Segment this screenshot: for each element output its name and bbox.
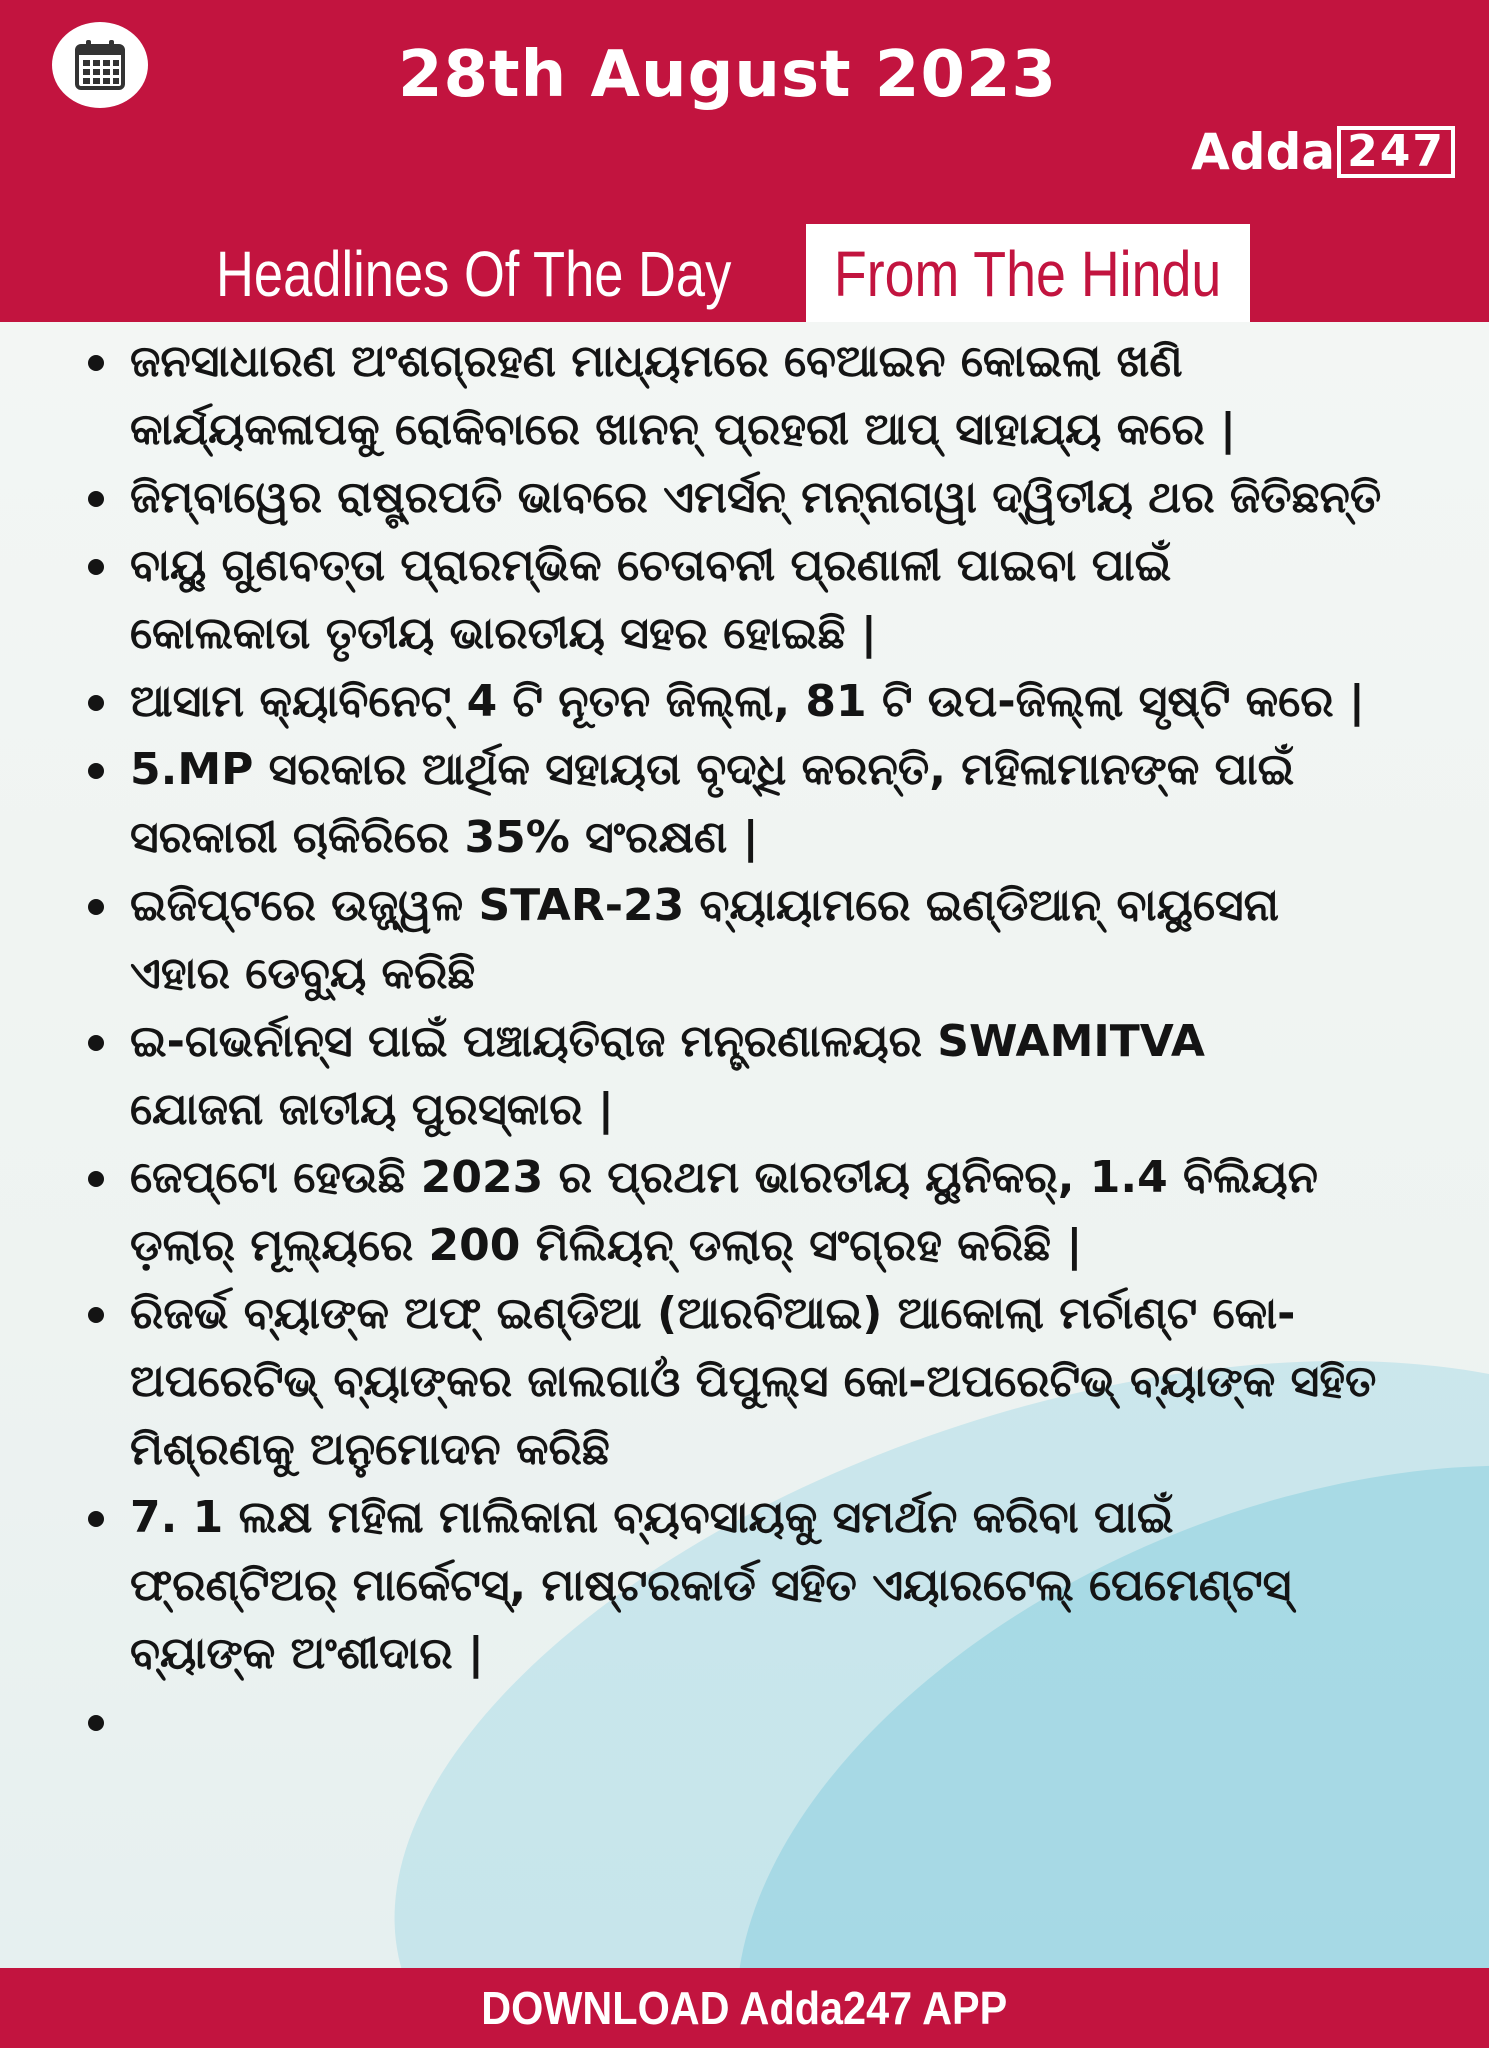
headline-list bbox=[0, 328, 1489, 1756]
brand-logo-number: 247 bbox=[1337, 126, 1455, 178]
source-badge bbox=[806, 224, 1250, 324]
bullet-icon bbox=[88, 1715, 104, 1731]
headline-item bbox=[0, 328, 1489, 464]
headline-title-row bbox=[0, 222, 1489, 314]
bullet-icon bbox=[88, 355, 104, 371]
header-banner bbox=[0, 0, 1489, 322]
bullet-icon bbox=[88, 1511, 104, 1527]
bullet-icon bbox=[88, 695, 104, 711]
brand-logo-text: Adda bbox=[1191, 123, 1336, 181]
headline-item bbox=[0, 464, 1489, 532]
source-label: From The Hindu bbox=[834, 238, 1222, 310]
download-app-banner[interactable] bbox=[0, 1968, 1489, 2048]
headline-item-empty bbox=[0, 1688, 1489, 1756]
headline-text: ଇଜିପ୍ଟରେ ଉଜ୍ଜ୍ୱଳ STAR-23 ବ୍ୟାୟାମରେ ଇଣ୍ଡିଆନ୍ ବାୟୁସେନା ଏହାର ଡେବ୍ୟୁ କରିଛି bbox=[130, 880, 1279, 999]
page-date: 28th August 2023 bbox=[397, 38, 1058, 112]
bullet-icon bbox=[88, 491, 104, 507]
headline-item bbox=[0, 1008, 1489, 1144]
headlines-label: Headlines Of The Day bbox=[216, 238, 732, 310]
headline-text: 7. 1 ଲକ୍ଷ ମହିଳା ମାଲିକାନା ବ୍ୟବସାୟକୁ ସମର୍ଥନ କରିବା ପାଇଁ ଫ୍ରଣ୍ଟିଅର୍ ମାର୍କେଟସ୍, ମାଷ୍ଟରକାର୍ଡ ସହିତ ଏୟାରଟେଲ୍ ପେମେଣ୍ଟସ୍ ବ୍ୟାଙ୍କ ଅଂଶୀଦାର | bbox=[130, 1492, 1292, 1679]
headline-item bbox=[0, 872, 1489, 1008]
bullet-icon bbox=[88, 899, 104, 915]
headline-text: ବାୟୁ ଗୁଣବତ୍ତା ପ୍ରାରମ୍ଭିକ ଚେତାବନୀ ପ୍ରଣାଳୀ ପାଇବା ପାଇଁ କୋଲକାତା ତୃତୀୟ ଭାରତୀୟ ସହର ହୋଇଛି | bbox=[130, 540, 1172, 659]
bullet-icon bbox=[88, 1035, 104, 1051]
headline-text: ଇ-ଗଭର୍ନାନ୍ସ ପାଇଁ ପଞ୍ଚାୟତିରାଜ ମନ୍ତ୍ରଣାଳୟର SWAMITVA ଯୋଜନା ଜାତୀୟ ପୁରସ୍କାର | bbox=[130, 1016, 1205, 1135]
bullet-icon bbox=[88, 1307, 104, 1323]
headline-text: ଜନସାଧାରଣ ଅଂଶଗ୍ରହଣ ମାଧ୍ୟମରେ ବେଆଇନ କୋଇଲା ଖଣି କାର୍ଯ୍ୟକଳାପକୁ ରୋକିବାରେ ଖାନନ୍ ପ୍ରହରୀ ଆପ୍ ସାହାଯ୍ୟ କରେ | bbox=[130, 336, 1237, 455]
headline-text: ଜିମ୍ବାୱେର ରାଷ୍ଟ୍ରପତି ଭାବରେ ଏମର୍ସନ୍ ମନ୍ନାଗୱା ଦ୍ୱିତୀୟ ଥର ଜିତିଛନ୍ତି bbox=[130, 472, 1382, 523]
download-app-label[interactable]: DOWNLOAD Adda247 APP bbox=[481, 1982, 1008, 2034]
headline-item bbox=[0, 1144, 1489, 1280]
bullet-icon bbox=[88, 763, 104, 779]
headline-text: ଆସାମ କ୍ୟାବିନେଟ୍ 4 ଟି ନୂତନ ଜିଲ୍ଲା, 81 ଟି ଉପ-ଜିଲ୍ଲା ସୃଷ୍ଟି କରେ | bbox=[130, 676, 1365, 727]
bullet-icon bbox=[88, 559, 104, 575]
headlines-panel bbox=[0, 322, 1489, 1968]
headline-text: ରିଜର୍ଭ ବ୍ୟାଙ୍କ ଅଫ୍ ଇଣ୍ଡିଆ (ଆରବିଆଇ) ଆକୋଲା ମର୍ଚାଣ୍ଟ କୋ- ଅପରେଟିଭ୍ ବ୍ୟାଙ୍କର ଜାଲଗାଓଁ ପିପୁଲ୍ସ କୋ-ଅପରେଟିଭ୍ ବ୍ୟାଙ୍କ ସହିତ ମିଶ୍ରଣକୁ ଅନୁମୋଦନ କରିଛି bbox=[130, 1288, 1377, 1475]
headline-item bbox=[0, 736, 1489, 872]
brand-logo bbox=[1191, 124, 1455, 180]
bullet-icon bbox=[88, 1171, 104, 1187]
headline-item bbox=[0, 668, 1489, 736]
headline-item bbox=[0, 1280, 1489, 1484]
headline-text: 5.MP ସରକାର ଆର୍ଥିକ ସହାୟତା ବୃଦ୍ଧି କରନ୍ତି, ମହିଳାମାନଙ୍କ ପାଇଁ ସରକାରୀ ଚାକିରିରେ 35% ସଂରକ୍ଷଣ | bbox=[130, 744, 1295, 863]
headline-item bbox=[0, 532, 1489, 668]
headline-item bbox=[0, 1484, 1489, 1688]
headline-text: ଜେପ୍ଟୋ ହେଉଛି 2023 ର ପ୍ରଥମ ଭାରତୀୟ ୟୁନିକର୍, 1.4 ବିଲିୟନ ଡ଼ଲାର୍ ମୂଲ୍ୟରେ 200 ମିଲିୟନ୍ ଡଲାର୍ ସଂଗ୍ରହ କରିଛି | bbox=[130, 1152, 1318, 1271]
